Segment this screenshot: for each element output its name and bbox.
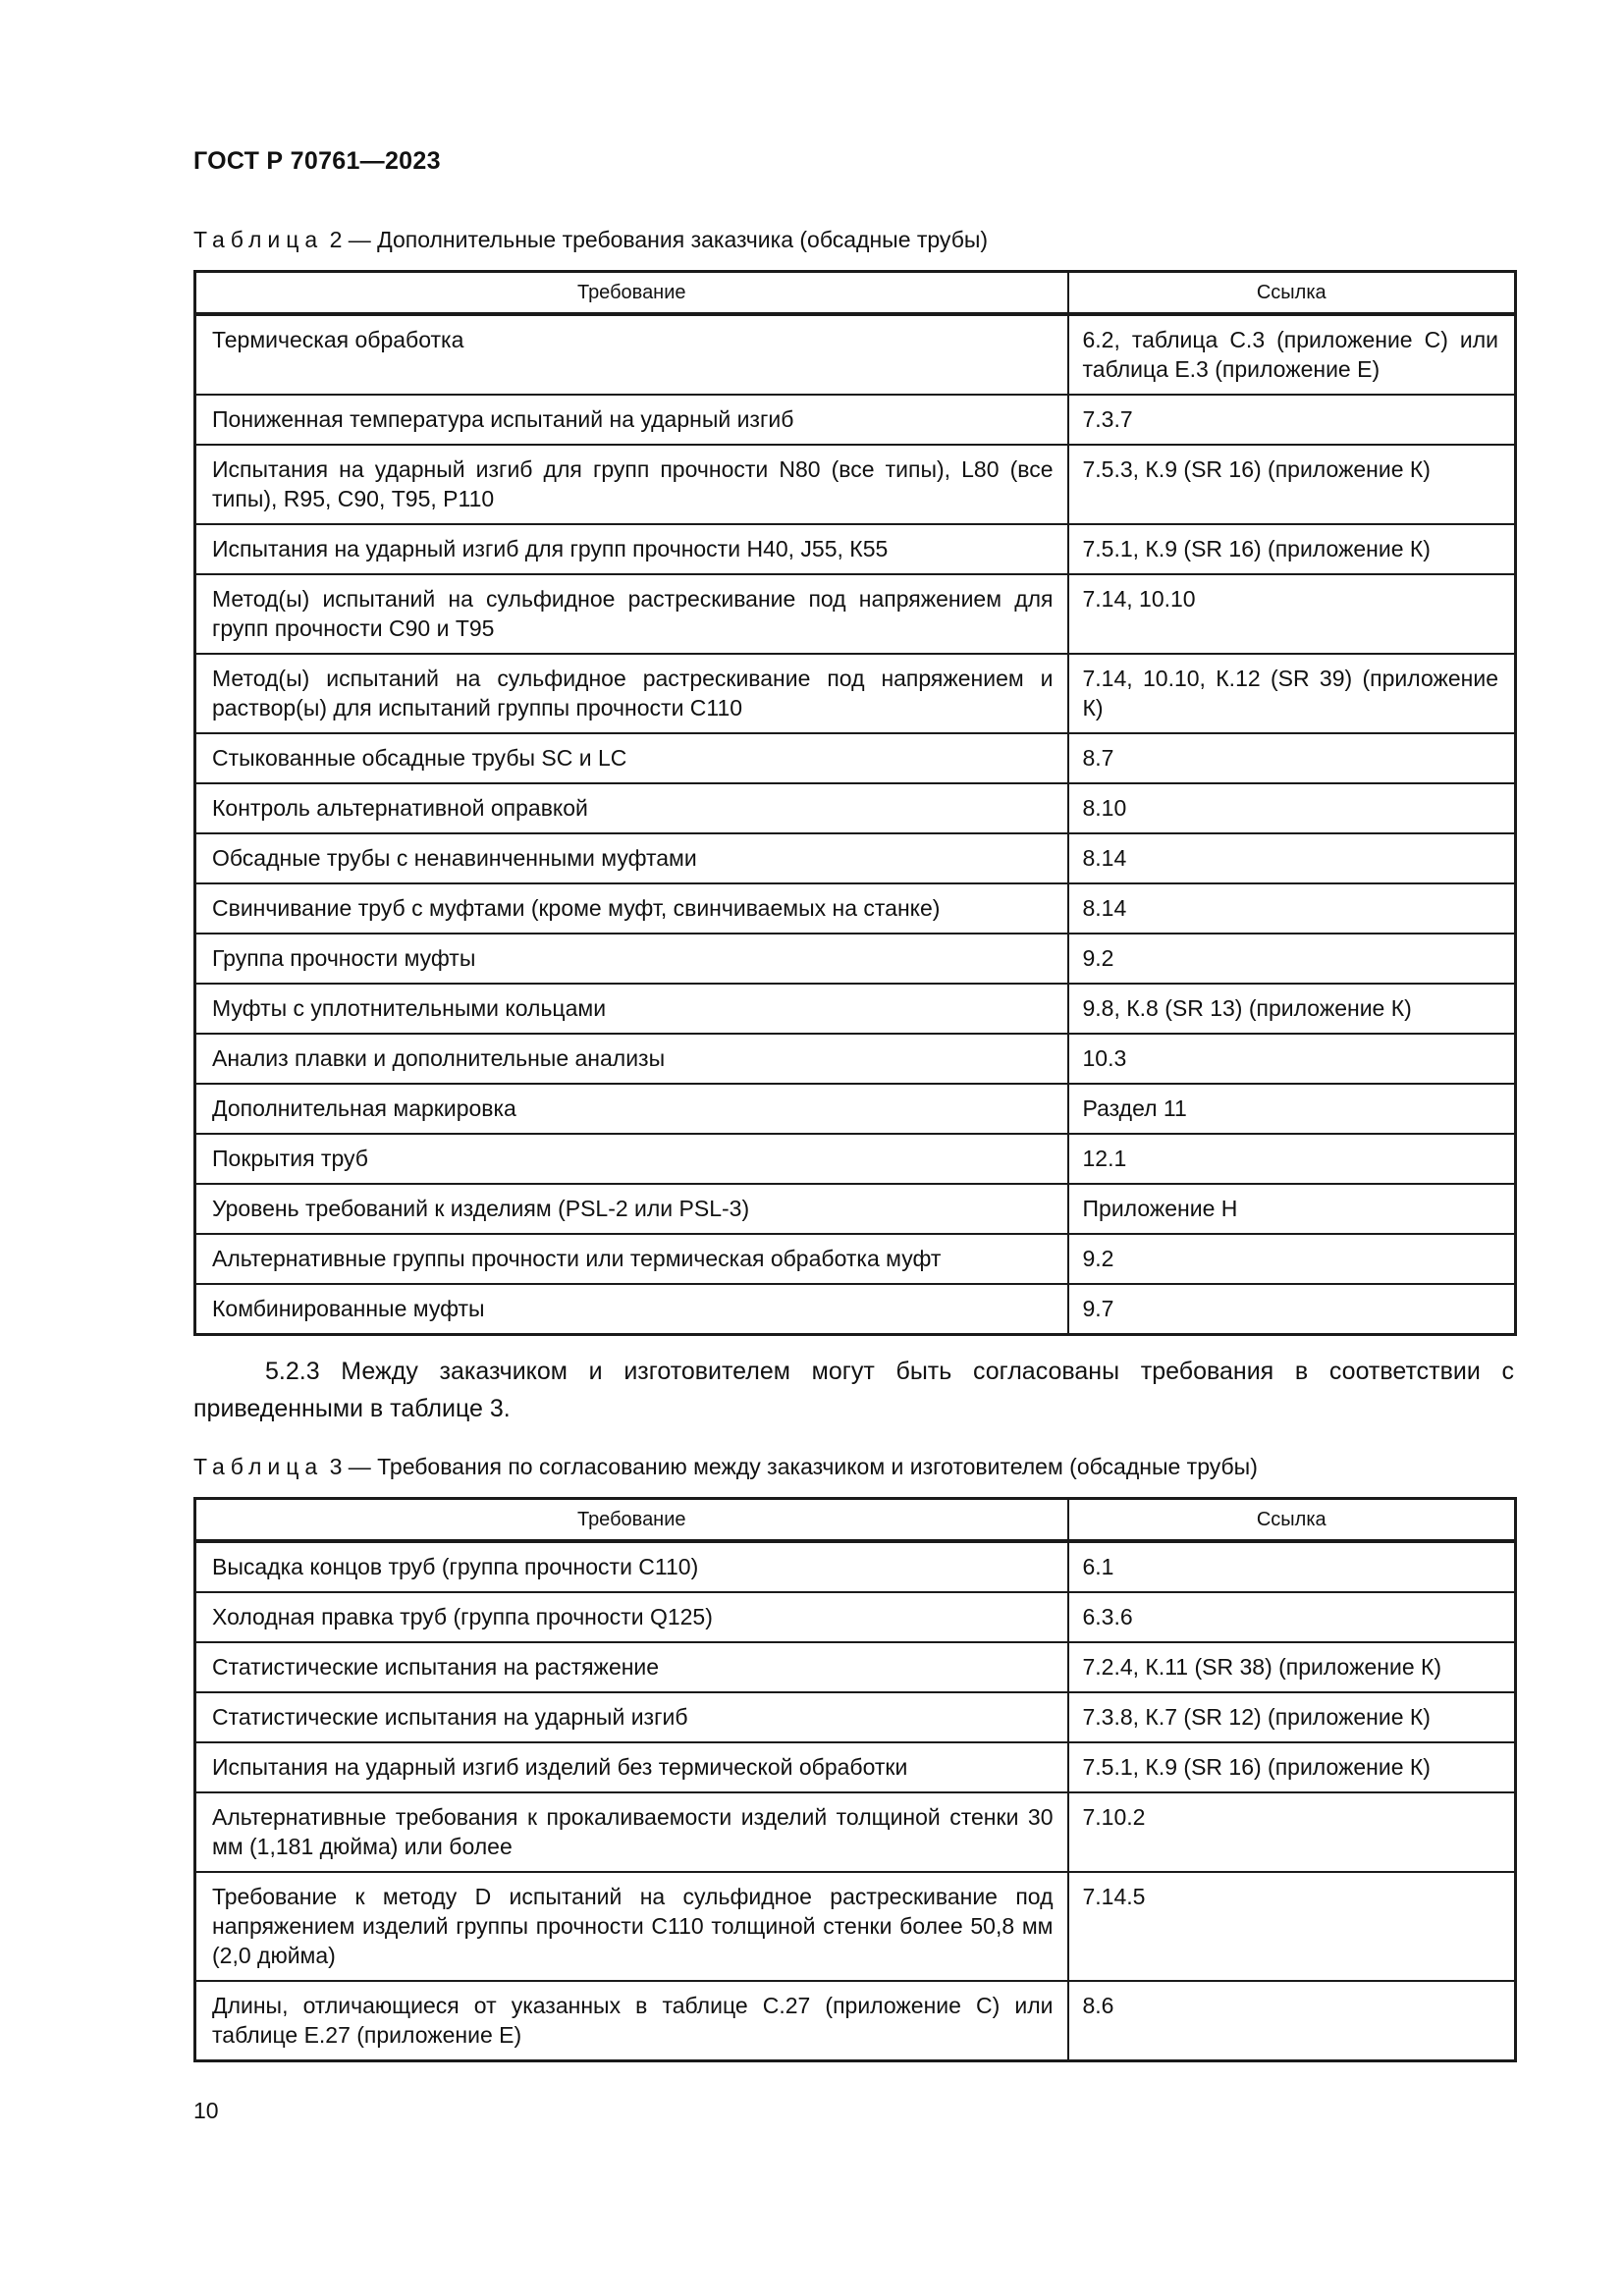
table3-body [195,1541,1516,2061]
reference-cell: 8.7 [1068,733,1516,783]
table3-col-reference: Ссылка [1068,1499,1516,1542]
reference-cell: 7.10.2 [1068,1792,1516,1872]
reference-cell: 7.14.5 [1068,1872,1516,1981]
table-row [195,524,1516,574]
table3-caption-title: 3 — Требования по согласованию между заказчиком и изготовителем (обсадные трубы) [323,1454,1258,1479]
table-row [195,1592,1516,1642]
requirement-cell: Пониженная температура испытаний на ударный изгиб [195,395,1068,445]
requirement-cell: Статистические испытания на растяжение [195,1642,1068,1692]
requirement-cell: Испытания на ударный изгиб для групп прочности N80 (все типы), L80 (все типы), R95, С90, Т95, Р110 [195,445,1068,524]
requirement-cell: Статистические испытания на ударный изгиб [195,1692,1068,1742]
requirement-cell: Муфты с уплотнительными кольцами [195,984,1068,1034]
requirement-cell: Дополнительная маркировка [195,1084,1068,1134]
table-row [195,395,1516,445]
table-row [195,1034,1516,1084]
requirement-cell: Холодная правка труб (группа прочности Q125) [195,1592,1068,1642]
table-row [195,1184,1516,1234]
requirement-cell: Комбинированные муфты [195,1284,1068,1335]
table-row [195,1742,1516,1792]
table-row [195,883,1516,934]
reference-cell: 8.6 [1068,1981,1516,2061]
reference-cell: 10.3 [1068,1034,1516,1084]
reference-cell: 6.1 [1068,1541,1516,1592]
requirement-cell: Альтернативные требования к прокаливаемости изделий толщиной стенки 30 мм (1,181 дюйма) или более [195,1792,1068,1872]
requirement-cell: Высадка концов труб (группа прочности С110) [195,1541,1068,1592]
requirement-cell: Уровень требований к изделиям (PSL-2 или PSL-3) [195,1184,1068,1234]
table-row [195,733,1516,783]
paragraph-5-2-3: 5.2.3 Между заказчиком и изготовителем могут быть согласованы требования в соответствии с приведенными в таблице 3. [193,1358,1514,1422]
table2-col-requirement: Требование [195,272,1068,315]
requirement-cell: Стыкованные обсадные трубы SC и LC [195,733,1068,783]
reference-cell: 12.1 [1068,1134,1516,1184]
requirement-cell: Требование к методу D испытаний на сульфидное растрескивание под напряжением изделий группы прочности С110 толщиной стенки более 50,8 мм (2,0 дюйма) [195,1872,1068,1981]
reference-cell: 9.8, К.8 (SR 13) (приложение К) [1068,984,1516,1034]
table3 [193,1497,1517,2062]
table-row [195,833,1516,883]
table-row [195,1692,1516,1742]
reference-cell: 7.5.1, К.9 (SR 16) (приложение К) [1068,1742,1516,1792]
table-row [195,1284,1516,1335]
table-row [195,1642,1516,1692]
table-row [195,783,1516,833]
table2-caption-label: Таблица [193,227,324,252]
table-row [195,654,1516,733]
table3-caption [193,1453,1258,1480]
reference-cell: 7.3.7 [1068,395,1516,445]
requirement-cell: Метод(ы) испытаний на сульфидное растрескивание под напряжением для групп прочности С90 и Т95 [195,574,1068,654]
reference-cell: 8.14 [1068,883,1516,934]
table2-header-row [195,272,1516,315]
table-row [195,1792,1516,1872]
requirement-cell: Метод(ы) испытаний на сульфидное растрескивание под напряжением и раствор(ы) для испытаний группы прочности С110 [195,654,1068,733]
requirement-cell: Контроль альтернативной оправкой [195,783,1068,833]
requirement-cell: Группа прочности муфты [195,934,1068,984]
table-row [195,1981,1516,2061]
requirement-cell: Свинчивание труб с муфтами (кроме муфт, свинчиваемых на станке) [195,883,1068,934]
table3-caption-label: Таблица [193,1454,324,1479]
reference-cell: 7.14, 10.10 [1068,574,1516,654]
reference-cell: 8.10 [1068,783,1516,833]
table-row [195,984,1516,1034]
requirement-cell: Испытания на ударный изгиб изделий без термической обработки [195,1742,1068,1792]
table-row [195,1234,1516,1284]
reference-cell: 7.14, 10.10, К.12 (SR 39) (приложение К) [1068,654,1516,733]
table3-header-row [195,1499,1516,1542]
table2-caption [193,226,988,253]
reference-cell: Приложение Н [1068,1184,1516,1234]
reference-cell: 9.2 [1068,934,1516,984]
reference-cell: 6.2, таблица С.3 (приложение С) или таблица Е.3 (приложение Е) [1068,314,1516,395]
table-row [195,1134,1516,1184]
reference-cell: 7.5.1, К.9 (SR 16) (приложение К) [1068,524,1516,574]
reference-cell: 7.5.3, К.9 (SR 16) (приложение К) [1068,445,1516,524]
requirement-cell: Анализ плавки и дополнительные анализы [195,1034,1068,1084]
requirement-cell: Длины, отличающиеся от указанных в таблице С.27 (приложение С) или таблице Е.27 (приложение Е) [195,1981,1068,2061]
requirement-cell: Покрытия труб [195,1134,1068,1184]
table-row [195,1084,1516,1134]
reference-cell: 6.3.6 [1068,1592,1516,1642]
table-row [195,314,1516,395]
reference-cell: 8.14 [1068,833,1516,883]
table2-col-reference: Ссылка [1068,272,1516,315]
reference-cell: 7.2.4, К.11 (SR 38) (приложение К) [1068,1642,1516,1692]
reference-cell: 9.2 [1068,1234,1516,1284]
requirement-cell: Термическая обработка [195,314,1068,395]
table3-col-requirement: Требование [195,1499,1068,1542]
table2 [193,270,1517,1336]
reference-cell: 7.3.8, К.7 (SR 12) (приложение К) [1068,1692,1516,1742]
table2-caption-title: 2 — Дополнительные требования заказчика (обсадные трубы) [323,227,989,252]
reference-cell: Раздел 11 [1068,1084,1516,1134]
requirement-cell: Обсадные трубы с ненавинченными муфтами [195,833,1068,883]
table-row [195,574,1516,654]
page-number: 10 [193,2098,219,2123]
table-row [195,445,1516,524]
reference-cell: 9.7 [1068,1284,1516,1335]
table-row [195,1872,1516,1981]
requirement-cell: Альтернативные группы прочности или термическая обработка муфт [195,1234,1068,1284]
table-row [195,1541,1516,1592]
requirement-cell: Испытания на ударный изгиб для групп прочности Н40, J55, К55 [195,524,1068,574]
table-row [195,934,1516,984]
table2-body [195,314,1516,1335]
document-header: ГОСТ Р 70761—2023 [193,147,441,175]
